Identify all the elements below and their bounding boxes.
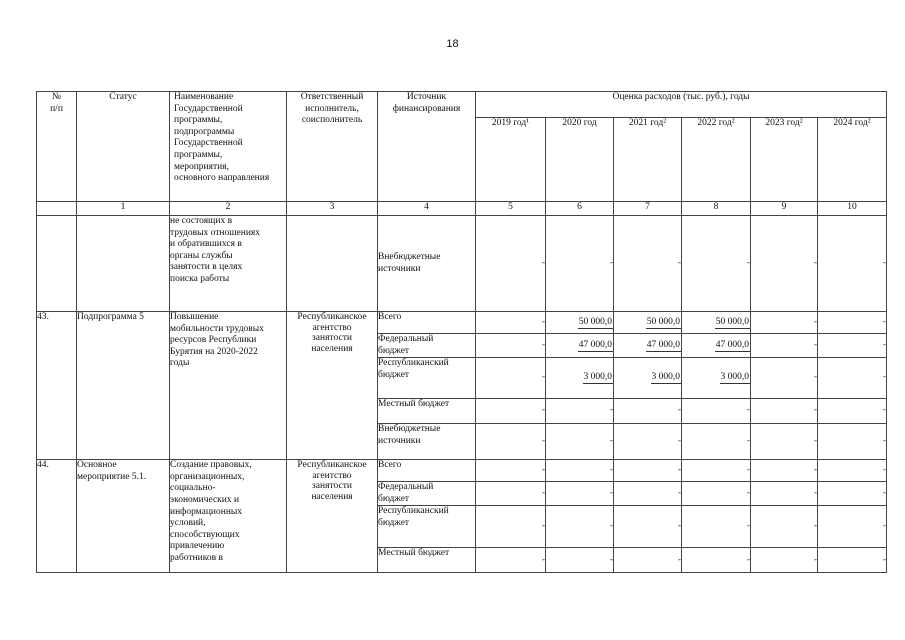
value-cell [546, 358, 614, 399]
executor-cell: Республиканское агентство занятости населения [287, 460, 378, 573]
value-cell: - [476, 399, 546, 424]
column-number: 5 [476, 202, 546, 216]
value-cell: - [546, 399, 614, 424]
value-cell: - [476, 424, 546, 460]
column-number-blank [37, 202, 77, 216]
source-label: Всего [378, 312, 476, 334]
value-cell: - [751, 548, 818, 573]
value-cell: - [818, 506, 887, 548]
value-cell: - [682, 216, 751, 312]
value-text: 3 000,0 [651, 372, 680, 383]
name-cell: не состоящих в трудовых отношениях и обратившихся в органы службы занятости в целях поиска работы [170, 216, 287, 312]
value-cell [614, 358, 682, 399]
source-label: Всего [378, 460, 476, 482]
value-cell: - [682, 399, 751, 424]
value-cell: - [614, 216, 682, 312]
value-text: 50 000,0 [715, 316, 749, 327]
value-cell [682, 312, 751, 334]
column-number: 8 [682, 202, 751, 216]
header-year: 2022 год² [682, 118, 751, 202]
value-cell [682, 358, 751, 399]
status-cell: Подпрограмма 5 [77, 312, 170, 460]
column-number: 2 [170, 202, 287, 216]
value-cell [682, 334, 751, 358]
value-cell: - [614, 399, 682, 424]
column-number: 1 [77, 202, 170, 216]
value-cell: - [546, 506, 614, 548]
value-cell: - [818, 399, 887, 424]
value-cell: - [614, 506, 682, 548]
budget-table [36, 91, 887, 573]
value-cell: - [818, 424, 887, 460]
header-name: Наименование Государственной программы, подпрограммы Государственной программы, мероприятия, основного направления [170, 92, 287, 202]
value-cell: - [751, 424, 818, 460]
value-cell: - [751, 399, 818, 424]
value-cell: - [476, 216, 546, 312]
value-text: 47 000,0 [578, 339, 612, 350]
value-cell: - [751, 216, 818, 312]
table-row [37, 216, 887, 312]
source-label: Республиканский бюджет [378, 506, 476, 548]
value-cell: - [476, 460, 546, 482]
value-text: 50 000,0 [578, 316, 612, 327]
row-number: 43. [37, 312, 77, 460]
column-number: 10 [818, 202, 887, 216]
value-cell: - [682, 482, 751, 506]
column-number: 7 [614, 202, 682, 216]
value-cell: - [614, 482, 682, 506]
column-number: 3 [287, 202, 378, 216]
name-cell: Создание правовых, организационных, социально- экономических и информационных условий, способствующих привлечению работников в [170, 460, 287, 573]
value-cell: - [682, 548, 751, 573]
table-row [37, 312, 887, 334]
value-cell: - [476, 506, 546, 548]
header-costs: Оценка расходов (тыс. руб.), годы [476, 92, 887, 118]
source-label: Федеральный бюджет [378, 334, 476, 358]
value-cell: - [818, 334, 887, 358]
value-cell: - [818, 358, 887, 399]
row-number: 44. [37, 460, 77, 573]
value-text: 3 000,0 [720, 372, 749, 383]
value-cell: - [818, 482, 887, 506]
header-status: Статус [77, 92, 170, 202]
value-cell [614, 334, 682, 358]
value-cell [546, 334, 614, 358]
value-cell: - [818, 548, 887, 573]
header-year: 2024 год² [818, 118, 887, 202]
source-label: Федеральный бюджет [378, 482, 476, 506]
value-cell: - [546, 482, 614, 506]
name-cell: Повышение мобильности трудовых ресурсов Республики Бурятия на 2020-2022 годы [170, 312, 287, 460]
value-cell: - [614, 424, 682, 460]
value-cell: - [476, 548, 546, 573]
value-cell: - [476, 358, 546, 399]
column-number: 9 [751, 202, 818, 216]
value-cell: - [682, 460, 751, 482]
status-cell: Основное мероприятие 5.1. [77, 460, 170, 573]
header-year: 2020 год [546, 118, 614, 202]
value-cell: - [546, 216, 614, 312]
value-cell [614, 312, 682, 334]
source-label: Местный бюджет [378, 548, 476, 573]
value-cell: - [818, 460, 887, 482]
column-number: 6 [546, 202, 614, 216]
executor-cell: Республиканское агентство занятости населения [287, 312, 378, 460]
value-cell: - [614, 548, 682, 573]
value-cell: - [751, 506, 818, 548]
page-number: 18 [446, 38, 459, 50]
value-cell: - [751, 312, 818, 334]
table-row [37, 460, 887, 482]
column-number: 4 [378, 202, 476, 216]
table-header [37, 92, 887, 216]
header-source: Источник финансирования [378, 92, 476, 202]
source-label: Внебюджетные источники [378, 424, 476, 460]
value-cell: - [546, 424, 614, 460]
value-cell: - [751, 334, 818, 358]
value-cell: - [751, 460, 818, 482]
value-cell: - [476, 312, 546, 334]
value-cell: - [476, 482, 546, 506]
header-year: 2021 год² [614, 118, 682, 202]
table-body [37, 216, 887, 573]
value-cell: - [751, 358, 818, 399]
source-label: Местный бюджет [378, 399, 476, 424]
value-cell: - [476, 334, 546, 358]
header-no: № п/п [37, 92, 77, 202]
value-cell: - [751, 482, 818, 506]
value-cell: - [682, 424, 751, 460]
value-cell: - [682, 506, 751, 548]
source-label: Республиканский бюджет [378, 358, 476, 399]
value-cell: - [546, 548, 614, 573]
value-cell: - [614, 460, 682, 482]
value-cell: - [818, 312, 887, 334]
value-text: 47 000,0 [715, 339, 749, 350]
value-cell: - [546, 460, 614, 482]
header-executor: Ответственный исполнитель, соисполнитель [287, 92, 378, 202]
value-cell: - [818, 216, 887, 312]
value-cell [546, 312, 614, 334]
source-label: Внебюджетные источники [378, 216, 476, 312]
value-text: 50 000,0 [646, 316, 680, 327]
header-year: 2023 год² [751, 118, 818, 202]
header-year: 2019 год¹ [476, 118, 546, 202]
value-text: 47 000,0 [646, 339, 680, 350]
value-text: 3 000,0 [583, 372, 612, 383]
